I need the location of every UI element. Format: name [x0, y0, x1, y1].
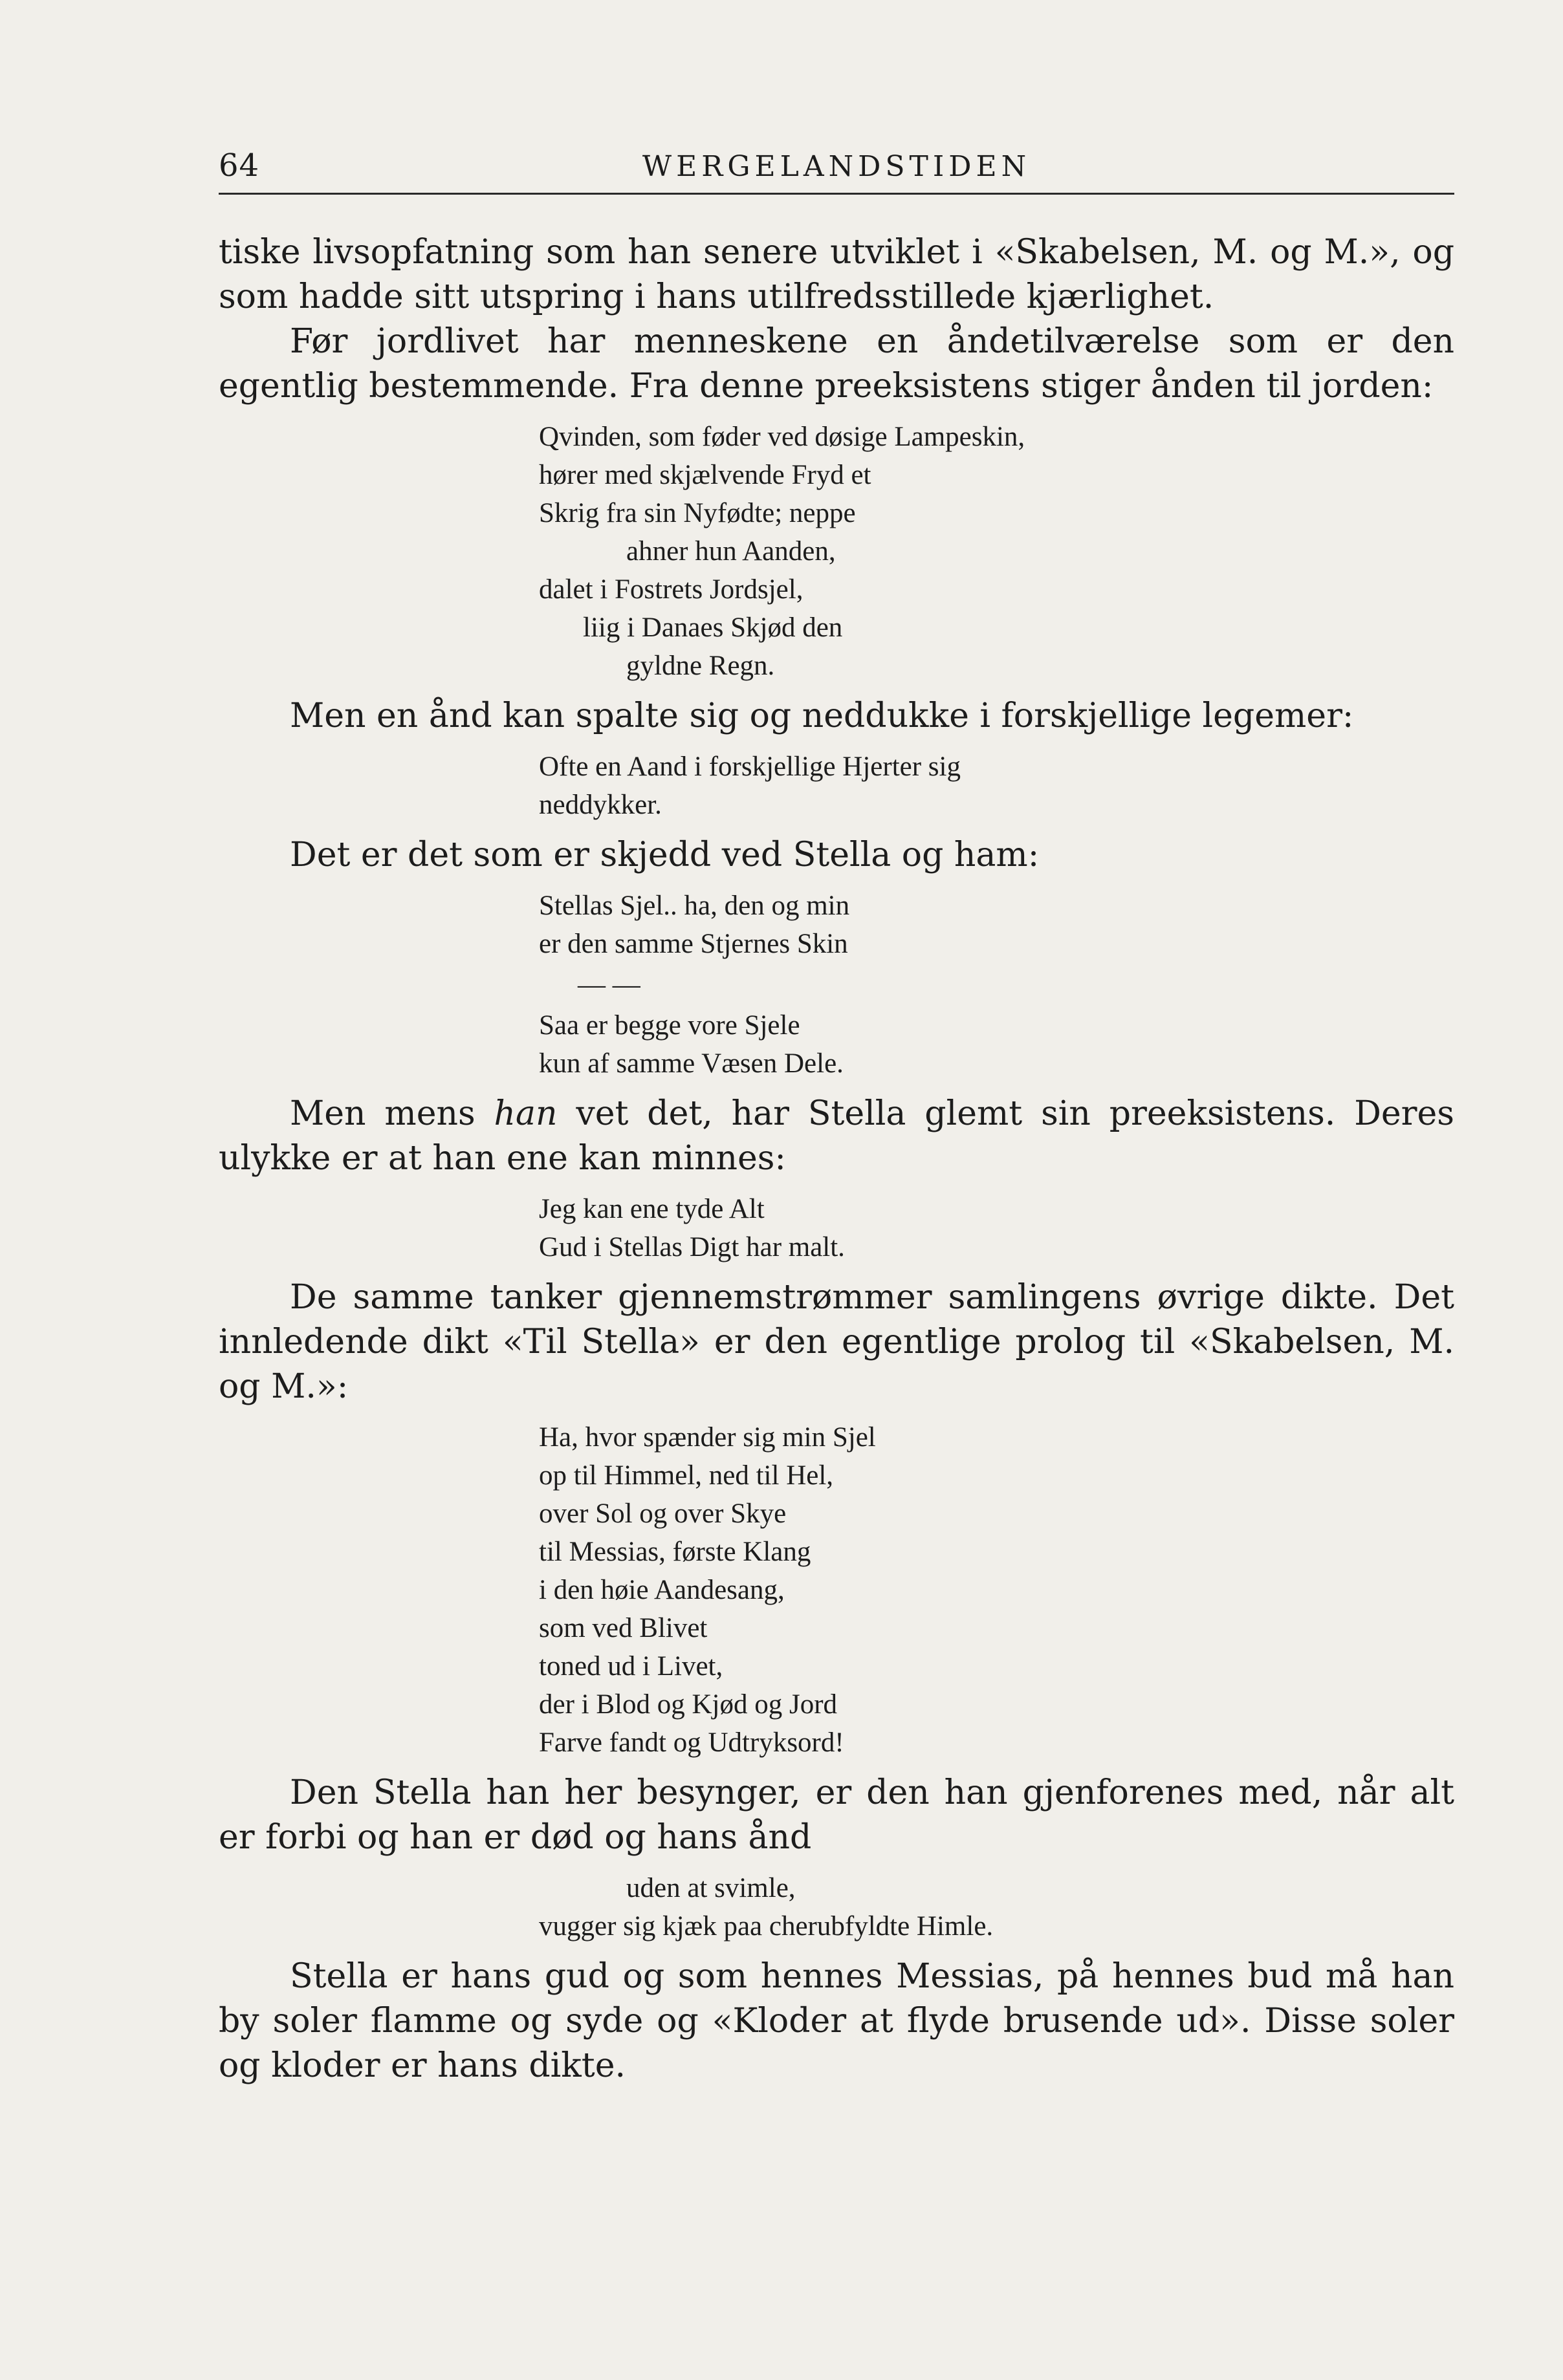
verse-line: hører med skjælvende Fryd et	[539, 460, 871, 490]
paragraph: Den Stella han her besynger, er den han gjenforenes med, når alt er forbi og han er død og hans ånd	[219, 1773, 1454, 1857]
verse-line: som ved Blivet	[539, 1613, 708, 1643]
verse-block	[539, 748, 1454, 824]
paragraph-line: tiske livsopfatning som han senere utviklet i «Skabelsen, M. og M.», og	[219, 233, 1454, 272]
verse-line: uden at svimle,	[626, 1873, 796, 1903]
verse-line: liig i Danaes Skjød den	[583, 612, 843, 643]
page-body	[219, 230, 1454, 2088]
verse-block	[539, 1190, 1454, 1266]
verse-line: Jeg kan ene tyde Alt	[539, 1194, 765, 1224]
verse-line: toned ud i Livet,	[539, 1651, 723, 1682]
paragraph	[219, 1092, 1454, 1181]
verse-line: Farve fandt og Udtryksord!	[539, 1727, 844, 1758]
verse-dash: — —	[578, 969, 640, 1000]
verse-block	[539, 887, 1454, 1083]
paragraph: Før jordlivet har menneskene en åndetilværelse som er den egentlig bestemmende. Fra denne preeksistens stiger ånden til jorden:	[219, 322, 1454, 406]
verse-line: kun af samme Væsen Dele.	[539, 1048, 844, 1079]
verse-line: der i Blod og Kjød og Jord	[539, 1689, 838, 1720]
verse-line: vugger sig kjæk paa cherubfyldte Himle.	[539, 1911, 994, 1942]
running-title: WERGELANDSTIDEN	[642, 150, 1031, 183]
verse-line: er den samme Stjernes Skin	[539, 929, 848, 959]
page-header	[219, 141, 1454, 189]
verse-line: ahner hun Aanden,	[626, 536, 836, 567]
page-number: 64	[219, 147, 260, 184]
verse-line: i den høie Aandesang,	[539, 1575, 785, 1605]
verse-block	[539, 418, 1454, 685]
verse-line: til Messias, første Klang	[539, 1537, 811, 1567]
verse-line: Stellas Sjel.. ha, den og min	[539, 891, 850, 921]
verse-line: over Sol og over Skye	[539, 1498, 787, 1529]
verse-block	[539, 1869, 1454, 1945]
verse-line: Ofte en Aand i forskjellige Hjerter sig	[539, 752, 961, 782]
verse-line: Gud i Stellas Digt har malt.	[539, 1232, 845, 1262]
header-rule	[219, 193, 1454, 195]
verse-line: op til Himmel, ned til Hel,	[539, 1460, 834, 1491]
verse-line: Skrig fra sin Nyfødte; neppe	[539, 498, 856, 528]
verse-line: Ha, hvor spænder sig min Sjel	[539, 1422, 876, 1453]
paragraph: Stella er hans gud og som hennes Messias, på hennes bud må han by soler flamme og syde og «Kloder at flyde brusende ud». Disse soler og kloder er hans dikte.	[219, 1957, 1454, 2085]
paragraph-line: som hadde sitt utspring i hans utilfredsstillede kjærlighet.	[219, 277, 1214, 316]
paragraph: Det er det som er skjedd ved Stella og ham:	[290, 836, 1040, 874]
verse-line: neddykker.	[539, 790, 662, 820]
verse-line: Qvinden, som føder ved døsige Lampeskin,	[539, 422, 1025, 452]
verse-line: dalet i Fostrets Jordsjel,	[539, 574, 803, 605]
verse-line: Saa er begge vore Sjele	[539, 1010, 800, 1041]
verse-block	[539, 1418, 1454, 1762]
verse-line: gyldne Regn.	[626, 651, 775, 681]
paragraph-text: vet det, har Stella glemt sin preeksistens. Deres ulykke er at han ene kan minnes:	[219, 1094, 1454, 1178]
paragraph: De samme tanker gjennemstrømmer samlingens øvrige dikte. Det innledende dikt «Til Stella» er den egentlige prolog til «Skabelsen, M. og M.»:	[219, 1278, 1454, 1406]
paragraph-text: Men mens	[290, 1094, 494, 1133]
paragraph: Men en ånd kan spalte sig og neddukke i forskjellige legemer:	[290, 697, 1354, 735]
emphasis: han	[494, 1094, 558, 1133]
